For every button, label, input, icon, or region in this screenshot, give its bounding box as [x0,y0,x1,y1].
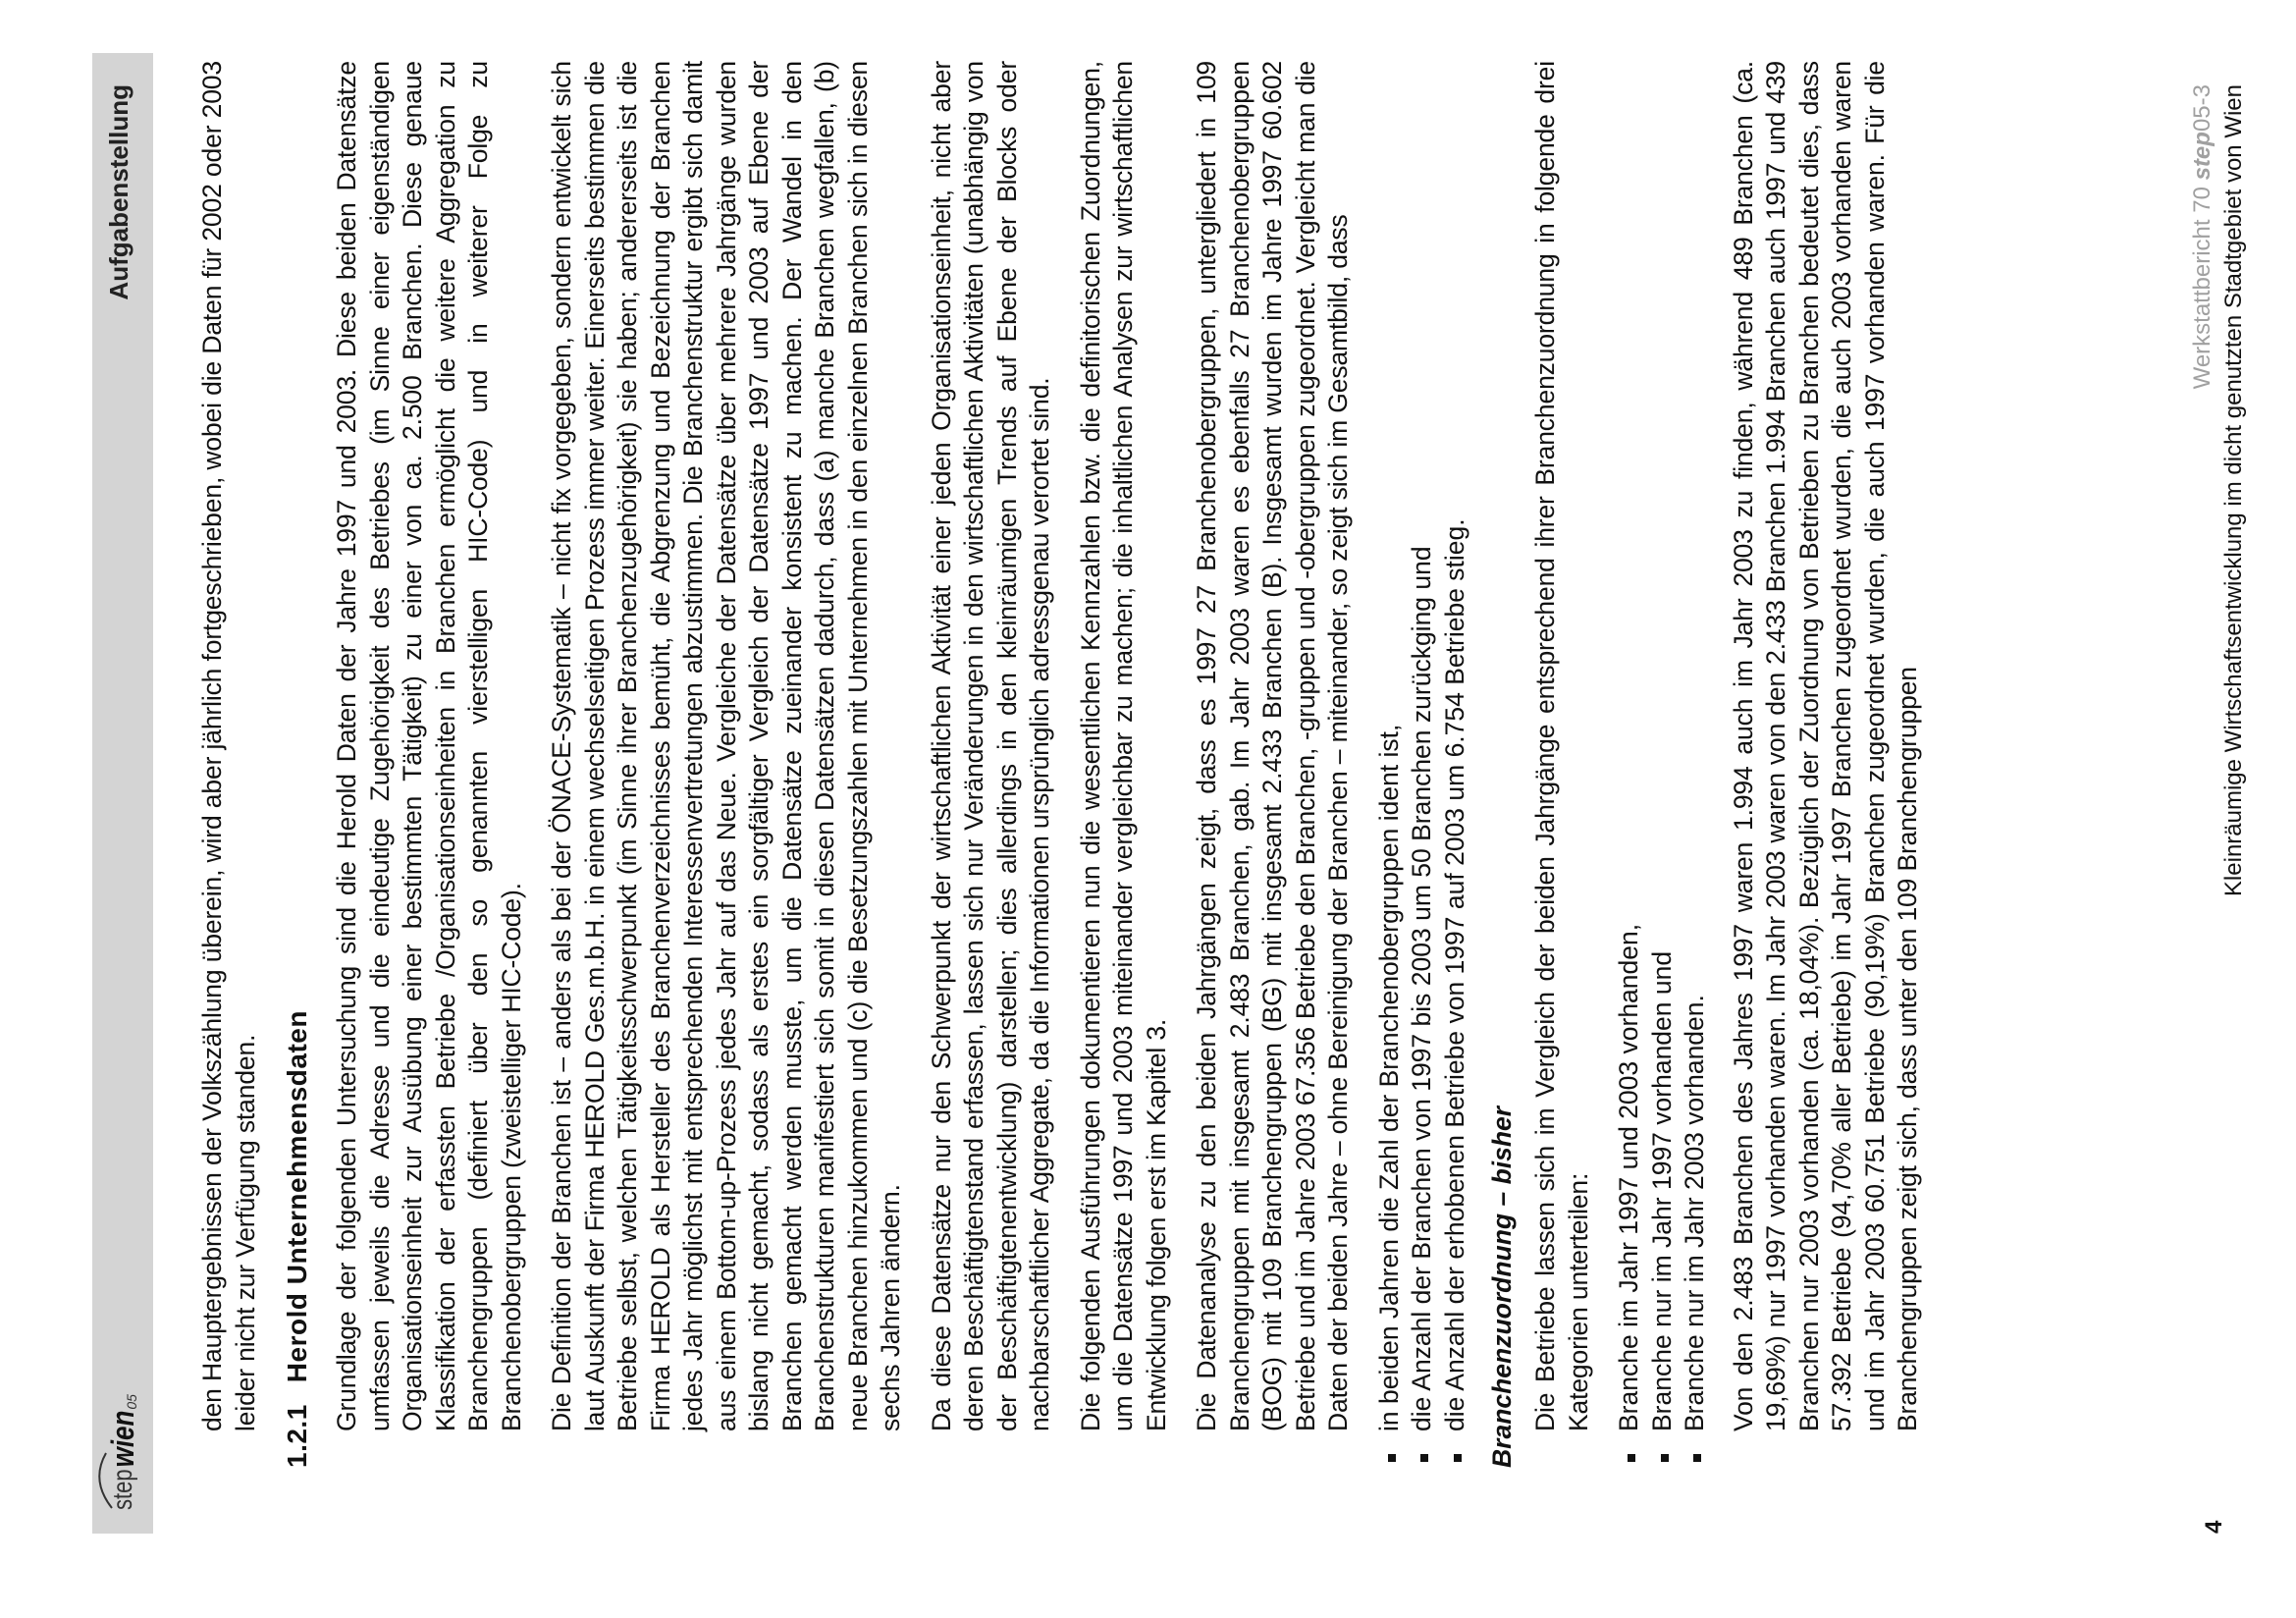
list-item: Branche nur im Jahr 1997 vorhanden und [1646,61,1680,1468]
bullet-list-kategorien [1613,61,1712,1468]
paragraph-branchenvergleich: Von den 2.483 Branchen des Jahres 1997 waren 1.994 auch im Jahr 2003 zu finden, während 489 Branchen (ca. 19,69%) nur 1997 vorhanden waren. Im Jahr 2003 waren von den 2.433 Branchen 1.994 Branchen auch 1997 und 439 Branchen nur 2003 vorhanden (ca. 18,04%). Bezüglich der Zuordnung von Betrieben zu Branchen bedeutet dies, dass 57.392 Betriebe (94,70% aller Betriebe) im Jahr 1997 Branchen zugeordnet wurden, die auch 2003 vorhanden waren und im Jahr 2003 60.751 Betriebe (90,19%) Branchen zugeordnet wurden, die auch 1997 vorhanden waren. Für die Branchengruppen zeigt sich, dass unter den 109 Branchengruppen [1728,61,1922,1431]
list-item: die Anzahl der Branchen von 1997 bis 2003 um 50 Branchen zurückging und [1406,61,1439,1468]
header-title: Aufgabenstellung [104,84,133,300]
paragraph-kategorien: Die Betriebe lassen sich im Vergleich der beiden Jahrgänge entsprechend ihrer Branchenzuordnung in folgende drei Kategorien unterteilen: [1530,61,1593,1431]
list-item: die Anzahl der erhobenen Betriebe von 1997 auf 2003 um 6.754 Betriebe stieg. [1439,61,1472,1468]
list-item: in beiden Jahren die Zahl der Branchenobergruppen ident ist, [1373,61,1407,1468]
footer-series [2189,84,2216,389]
main-content [196,61,1943,1468]
subheading-branchenzuordnung: Branchenzuordnung – bisher [1487,1106,1517,1468]
series-suffix: 05-3 [2189,84,2216,133]
logo-wien-text: wien [103,1410,141,1468]
list-item: Branche nur im Jahr 2003 vorhanden. [1679,61,1712,1468]
intro-paragraph: den Hauptergebnissen der Volkszählung überein, wird aber jährlich fortgeschrieben, wobei die Daten für 2002 oder 2003 leider nicht zur Verfügung standen. [197,61,260,1431]
stepwien-logo [102,1394,143,1510]
section-heading [282,61,313,1468]
paragraph-schwerpunkt: Da diese Datensätze nur den Schwerpunkt der wirtschaftlichen Aktivität einer jeden Organisationseinheit, nicht aber deren Beschäftigtenstand erfassen, lassen sich nur Veränderungen in den wirtschaftlichen Aktivitäten (unabhängig von der Beschäftigtenentwicklung) darstellen; dies allerdings in den kleinräumigen Trends auf Ebene der Blocks oder nachbarschaftlicher Aggregate, da die Informationen ursprünglich adressgenau verortet sind. [926,61,1054,1431]
paragraph-ausfuehrungen: Die folgenden Ausführungen dokumentieren nun die wesentlichen Kennzahlen bzw. die definitorischen Zuordnungen, um die Datensätze 1997 und 2003 miteinander vergleichbar zu machen; die inhaltlichen Analysen zur wirtschaftlichen Entwicklung folgen erst im Kapitel 3. [1075,61,1171,1431]
series-brand: step [2189,132,2216,181]
bullet-list-gesamtbild [1373,61,1472,1468]
list-item: Branche im Jahr 1997 und 2003 vorhanden, [1613,61,1646,1468]
section-title: Herold Unternehmensdaten [282,1010,312,1383]
logo-step-text: step [106,1469,137,1510]
series-prefix: Werkstattbericht 70 [2189,187,2216,390]
page-number: 4 [2201,1520,2227,1534]
paragraph-datenanalyse: Die Datenanalyse zu den beiden Jahrgängen zeigt, dass es 1997 27 Branchenobergruppen, untergliedert in 109 Branchengruppen mit insgesamt 2.483 Branchen, gab. Im Jahr 2003 waren es ebenfalls 27 Branchenobergruppen (BOG) mit 109 Branchengruppen (BG) mit insgesamt 2.433 Branchen (B). Insgesamt wurden im Jahre 1997 60.602 Betriebe und im Jahre 2003 67.356 Betriebe den Branchen, -gruppen und -obergruppen zugeordnet. Vergleicht man die Daten der beiden Jahre – ohne Bereinigung der Branchen – miteinander, so zeigt sich im Gesamtbild, dass [1192,61,1353,1431]
logo-year-text: 05 [124,1394,139,1410]
section-number: 1.2.1 [282,1404,312,1468]
paragraph-grundlage: Grundlage der folgenden Untersuchung sind die Herold Daten der Jahre 1997 und 2003. Diese beiden Datensätze umfassen jeweils die Adresse und die eindeutige Zugehörigkeit des Betriebes (im Sinne einer eigenständigen Organisationseinheit zur Ausübung einer bestimmten Tätigkeit) zu einer von ca. 2.500 Branchen. Diese genaue Klassifikation der erfassten Betriebe /Organisationseinheiten in Branchen ermöglicht die weitere Aggregation zu Branchengruppen (definiert über den so genannten vierstelligen HIC-Code) und in weiterer Folge zu Branchenobergruppen (zweistelliger HIC-Code). [332,61,526,1431]
footer-subtitle: Kleinräumige Wirtschaftsentwicklung im dicht genutzten Stadtgebiet von Wien [2220,84,2247,897]
paragraph-definition: Die Definition der Branchen ist – anders als bei der ÖNACE-Systematik – nicht fix vorgegeben, sondern entwickelt sich laut Auskunft der Firma HEROLD Ges.m.b.H. in einem wechselseitigen Prozess immer weiter. Einerseits bestimmen die Betriebe selbst, welchen Tätigkeitsschwerpunkt (im Sinne ihrer Branchenzugehörigkeit) sie haben; andererseits ist die Firma HEROLD als Hersteller des Branchenverzeichnisses bemüht, die Abgrenzung und Bezeichnung der Branchen jedes Jahr möglichst mit entsprechenden Interessenvertretungen abzustimmen. Die Branchenstruktur ergibt sich damit aus einem Bottom-up-Prozess jedes Jahr auf das Neue. Vergleiche der Datensätze über mehrere Jahrgänge wurden bislang nicht gemacht, sodass als erstes ein sorgfältiger Vergleich der Datensätze 1997 und 2003 auf Ebene der Branchen gemacht werden musste, um die Datensätze zueinander konsistent zu machen. Der Wandel in den Branchenstrukturen manifestiert sich somit in diesen Datensätzen dadurch, dass (a) manche Branchen wegfallen, (b) neue Branchen hinzukommen und (c) die Besetzungszahlen mit Unternehmen in den einzelnen Branchen sich in diesen sechs Jahren ändern. [547,61,905,1431]
